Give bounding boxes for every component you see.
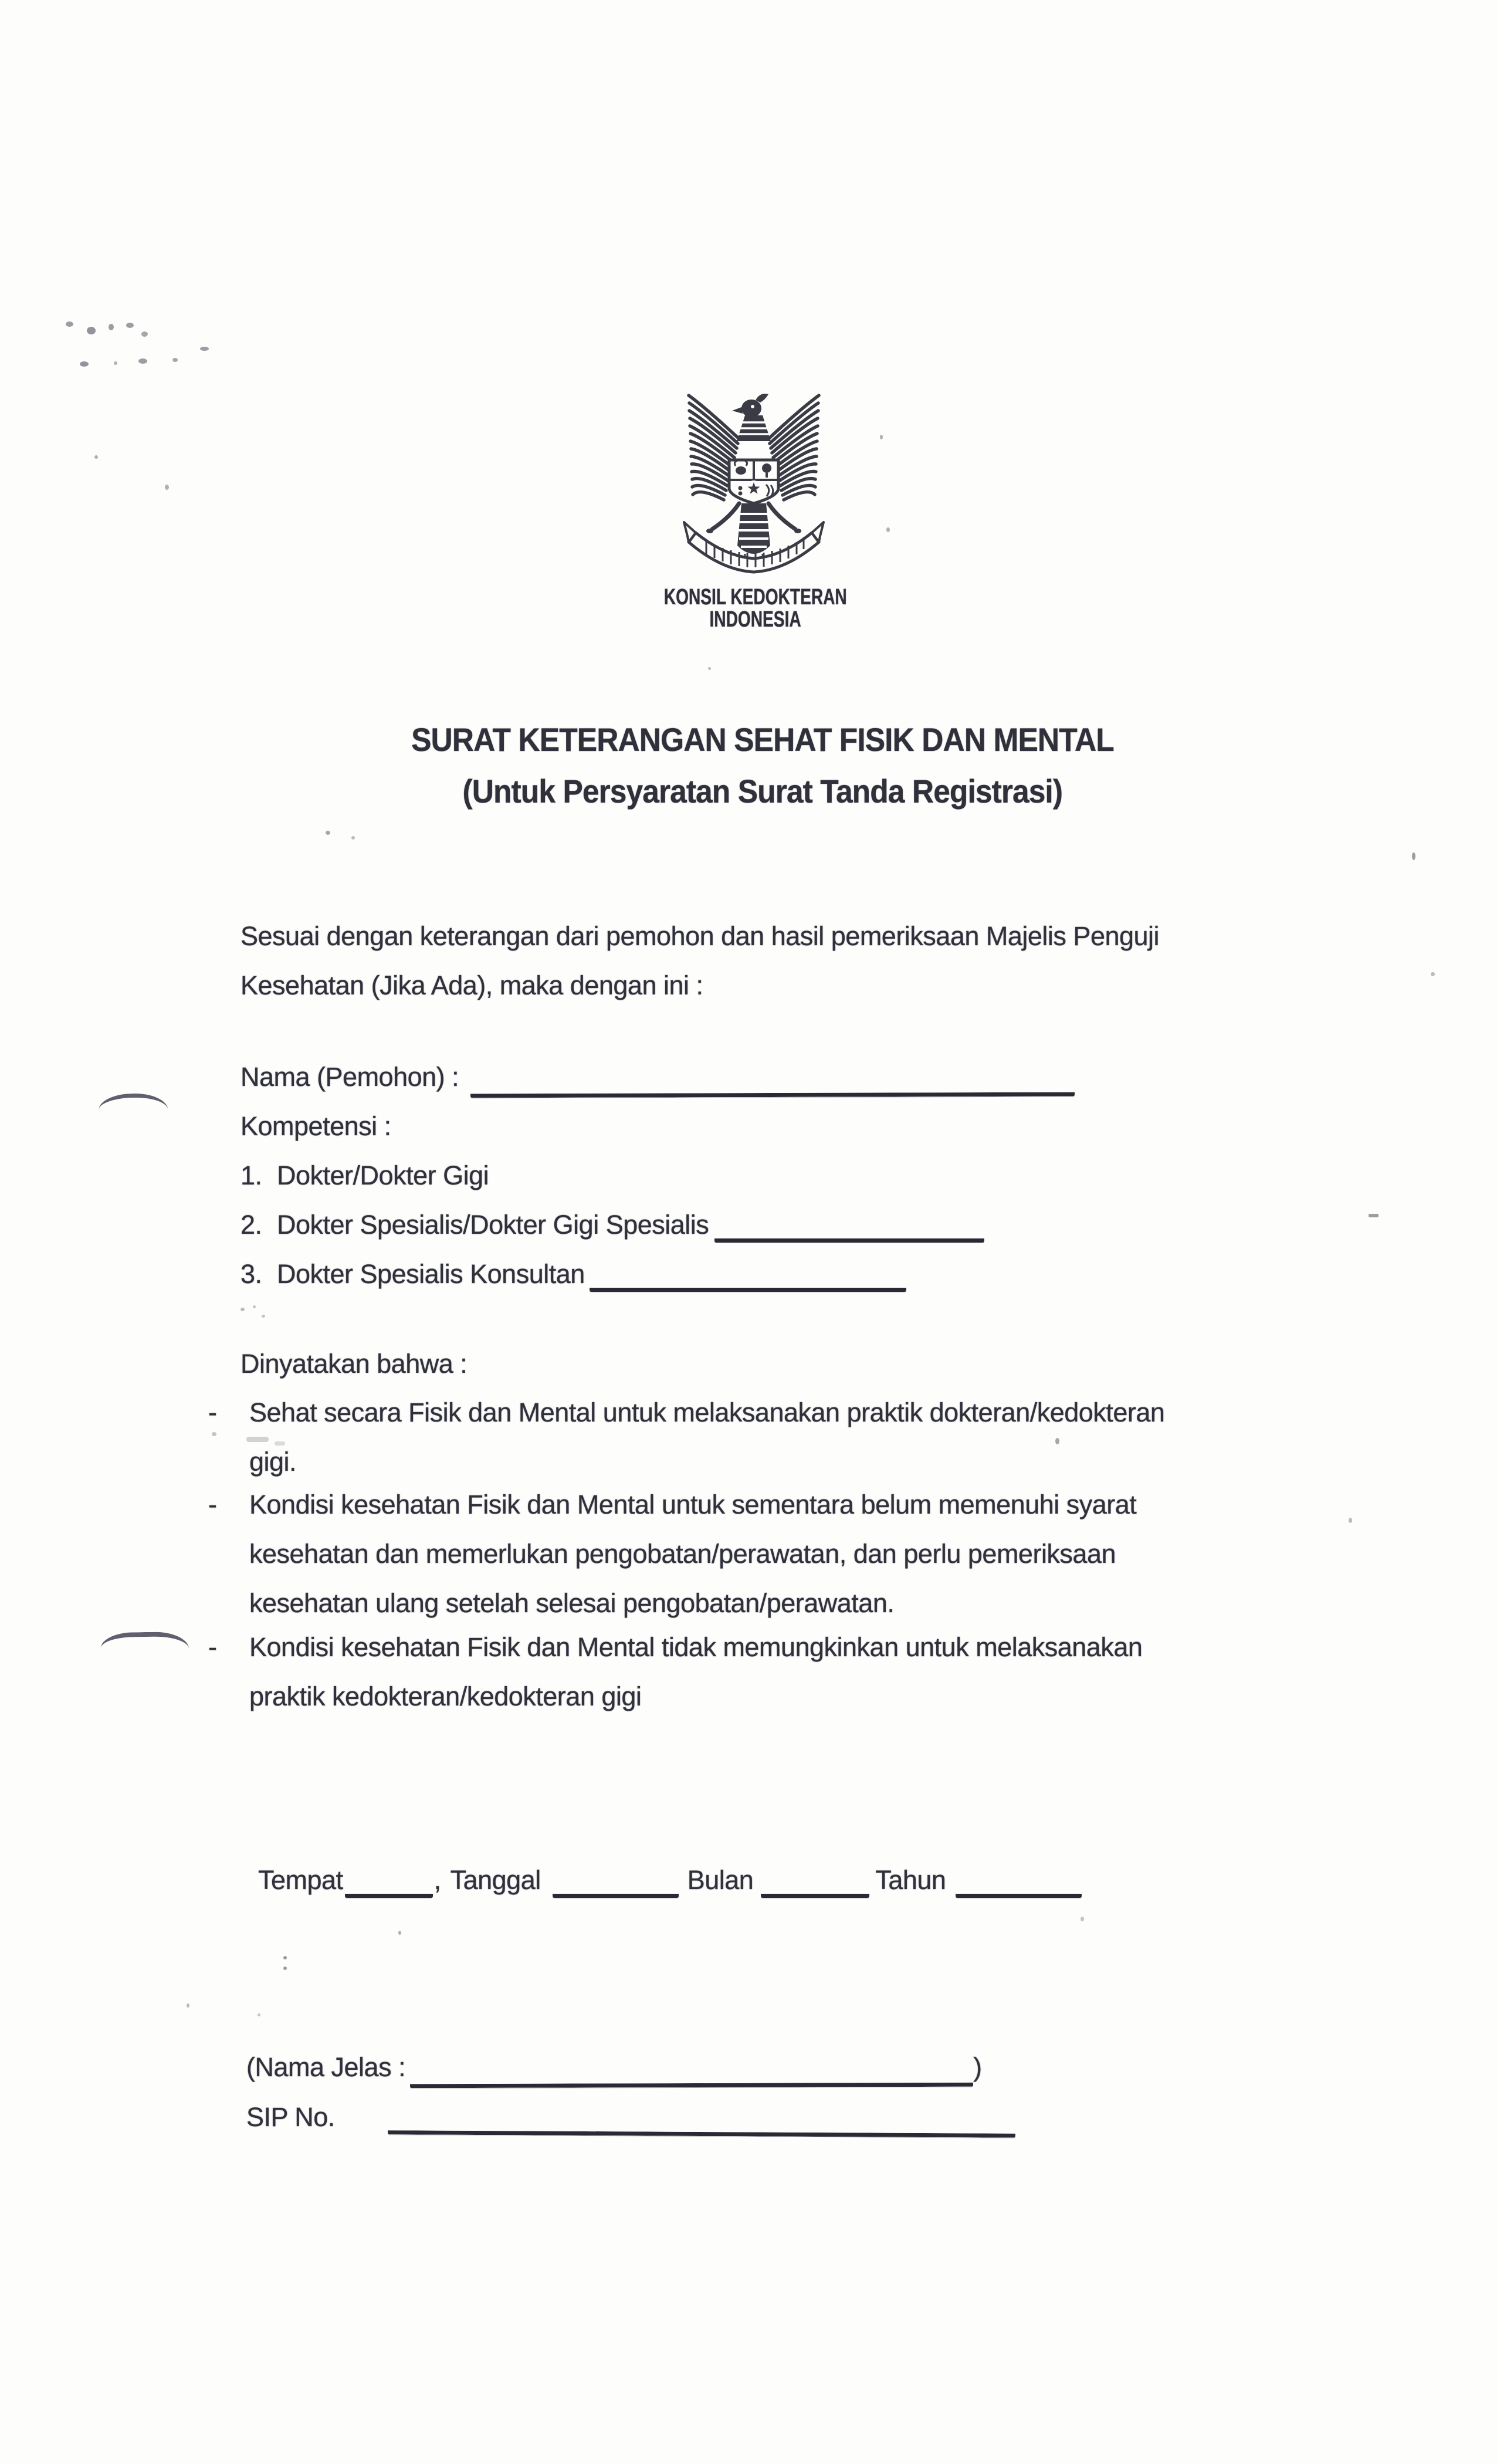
declaration-item-3-line-2: praktik kedokteran/kedokteran gigi xyxy=(249,1681,642,1711)
scan-speck xyxy=(138,358,147,364)
option-2-number: 2. xyxy=(241,1210,262,1240)
org-name-line1-text: KONSIL KEDOKTERAN xyxy=(664,585,847,610)
scan-speck xyxy=(165,485,169,490)
sip-row xyxy=(246,2092,1015,2142)
option-3-label: Dokter Spesialis Konsultan xyxy=(277,1259,585,1289)
scan-speck xyxy=(253,1305,256,1308)
option-1-label: Dokter/Dokter Gigi xyxy=(277,1160,489,1190)
declaration-item-2 xyxy=(208,1480,1136,1628)
scan-speck xyxy=(114,361,117,365)
bullet-dash: - xyxy=(208,1490,217,1519)
declaration-item-1-line-1: Sehat secara Fisik dan Mental untuk melaksanakan praktik dokteran/kedokteran xyxy=(249,1397,1165,1427)
scan-speck xyxy=(172,358,178,362)
scan-speck xyxy=(708,667,711,670)
scan-speck xyxy=(283,1967,287,1970)
date-line xyxy=(258,1856,1082,1905)
intro-line-2: Kesehatan (Jika Ada), maka dengan ini : xyxy=(241,970,703,1000)
scan-speck xyxy=(241,1308,245,1311)
declaration-item-2-line-3: kesehatan ulang setelah selesai pengobatan/perawatan. xyxy=(249,1588,895,1618)
option-2-label: Dokter Spesialis/Dokter Gigi Spesialis xyxy=(277,1210,709,1240)
scan-speck xyxy=(262,1315,265,1318)
declaration-item-3 xyxy=(208,1623,1142,1721)
scan-speck xyxy=(187,2003,189,2008)
competency-option-2 xyxy=(241,1200,1075,1250)
scan-speck xyxy=(351,836,355,840)
org-name-line2-text: INDONESIA xyxy=(709,607,802,632)
scan-speck xyxy=(66,321,73,327)
option-3-number: 3. xyxy=(241,1259,262,1289)
scan-speck xyxy=(87,327,96,334)
tempat-blank xyxy=(345,1891,433,1898)
competency-label: Kompetensi : xyxy=(241,1111,391,1141)
scan-speck xyxy=(109,324,114,330)
scan-speck xyxy=(1081,1917,1084,1921)
garuda-pancasila-emblem-icon xyxy=(680,388,827,576)
document-title: SURAT KETERANGAN SEHAT FISIK DAN MENTAL xyxy=(411,721,1114,758)
tanggal-blank xyxy=(553,1891,679,1898)
declaration-item-3-line-1: Kondisi kesehatan Fisik dan Mental tidak memungkinkan untuk melaksanakan xyxy=(249,1632,1143,1662)
name-field-row xyxy=(241,1052,1075,1102)
title-block xyxy=(0,714,1497,817)
declaration-item-1 xyxy=(208,1388,1164,1487)
option-2-blank xyxy=(714,1236,984,1243)
scan-speck xyxy=(1431,972,1435,976)
option-3-blank xyxy=(590,1285,906,1292)
tanggal-label: Tanggal xyxy=(450,1865,541,1895)
scan-speck xyxy=(1369,1214,1379,1217)
nama-jelas-blank xyxy=(410,2080,973,2089)
scan-speck xyxy=(1349,1518,1352,1523)
scan-speck xyxy=(880,435,883,439)
nama-jelas-close-paren: ) xyxy=(973,2052,982,2082)
tempat-label: Tempat xyxy=(258,1865,343,1895)
name-field-blank xyxy=(470,1090,1075,1098)
scan-speck xyxy=(126,323,134,328)
competency-option-1 xyxy=(241,1151,1075,1200)
scan-speck xyxy=(1412,852,1415,860)
scan-speck xyxy=(94,455,98,459)
scan-speck xyxy=(283,1956,287,1959)
bulan-blank xyxy=(761,1891,869,1898)
sip-label: SIP No. xyxy=(246,2102,335,2132)
scan-arc-mark xyxy=(98,1092,168,1113)
scan-speck xyxy=(80,361,89,367)
scan-speck xyxy=(141,331,148,337)
nama-jelas-label: (Nama Jelas : xyxy=(246,2052,406,2082)
scan-speck xyxy=(200,347,209,351)
form-block xyxy=(241,1052,1075,1299)
name-field-label: Nama (Pemohon) : xyxy=(241,1062,459,1092)
scan-arc-mark xyxy=(101,1632,189,1661)
scan-speck xyxy=(886,527,890,532)
scan-speck xyxy=(326,831,330,835)
declaration-heading: Dinyatakan bahwa : xyxy=(241,1349,468,1379)
org-name-line1 xyxy=(14,586,1497,608)
org-name-line2 xyxy=(14,608,1497,631)
bullet-dash: - xyxy=(208,1632,217,1662)
scan-speck xyxy=(398,1931,401,1935)
sip-blank xyxy=(388,2128,1015,2138)
declaration-item-2-line-1: Kondisi kesehatan Fisik dan Mental untuk sementara belum memenuhi syarat xyxy=(249,1490,1137,1519)
scan-speck xyxy=(258,2013,260,2016)
intro-paragraph xyxy=(241,912,1159,1010)
comma-separator: , xyxy=(433,1865,441,1895)
nama-jelas-row xyxy=(246,2042,1015,2092)
bulan-label: Bulan xyxy=(687,1865,754,1895)
document-subtitle: (Untuk Persyaratan Surat Tanda Registrasi) xyxy=(462,773,1063,810)
declaration-item-1-line-2: gigi. xyxy=(249,1447,297,1477)
signature-block xyxy=(246,2042,1015,2142)
tahun-label: Tahun xyxy=(875,1865,946,1895)
tahun-blank xyxy=(956,1891,1082,1898)
intro-line-1: Sesuai dengan keterangan dari pemohon dan hasil pemeriksaan Majelis Penguji xyxy=(241,921,1160,951)
declaration-item-2-line-2: kesehatan dan memerlukan pengobatan/perawatan, dan perlu pemeriksaan xyxy=(249,1539,1116,1569)
bullet-dash: - xyxy=(208,1397,217,1427)
option-1-number: 1. xyxy=(241,1160,262,1190)
document-header xyxy=(0,586,1497,631)
competency-option-3 xyxy=(241,1250,1075,1299)
